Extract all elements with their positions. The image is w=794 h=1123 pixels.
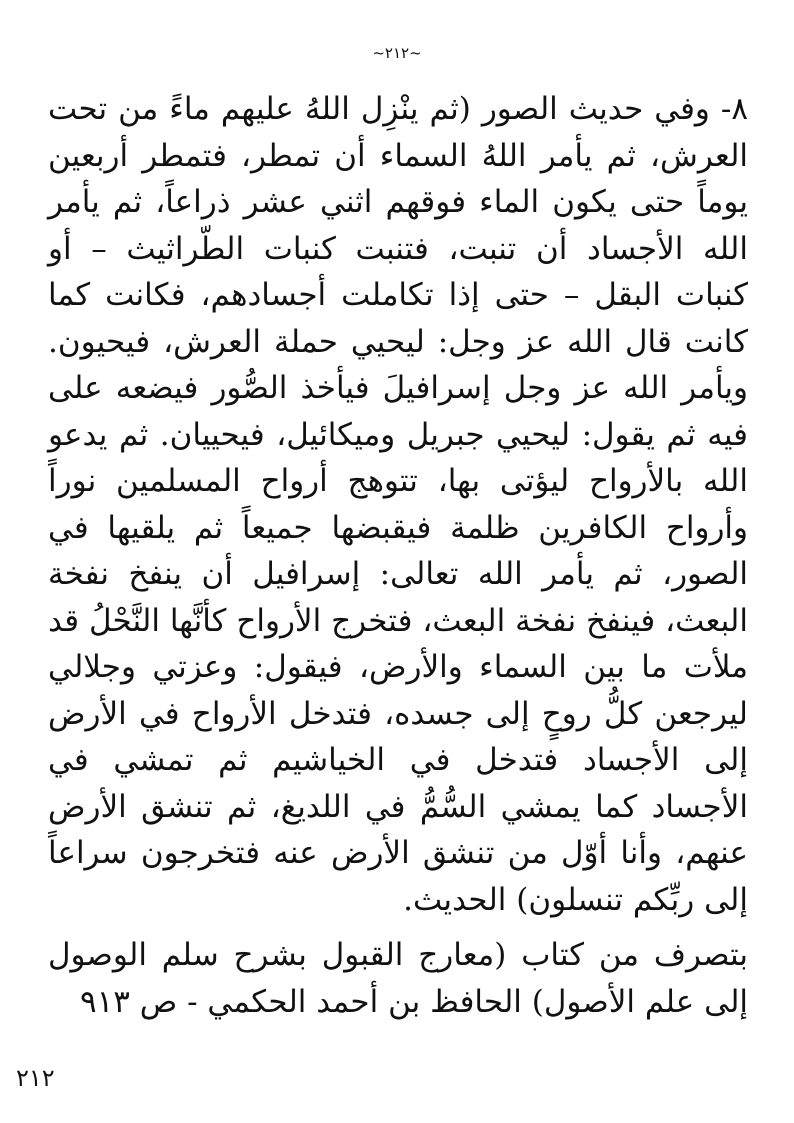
main-text-block (48, 86, 748, 923)
running-page-header: ~٢١٢~ (372, 44, 422, 62)
source-citation: بتصرف من كتاب (معارج القبول بشرح سلم الوصول إلى علم الأصول) الحافظ بن أحمد الحكمي - ص ٩١٣ (48, 937, 748, 1020)
page-number: ٢١٢ (16, 1064, 55, 1092)
hadith-paragraph: ٨- وفي حديث الصور (ثم ينْزِل اللهُ عليهم ماءً من تحت العرش، ثم يأمر اللهُ السماء أن تمطر، فتمطر أربعين يوماً حتى يكون الماء فوقهم اثني عشر ذراعاً، ثم يأمر الله الأجساد أن تنبت، فتنبت كنبات الطّراثيث – أو كنبات البقل – حتى إذا تكاملت أجسادهم، فكانت كما كانت قال الله عز وجل: ليحيي حملة العرش، فيحيون. ويأمر الله عز وجل إسرافيلَ فيأخذ الصُّور فيضعه على فيه ثم يقول: ليحيي جبريل وميكائيل، فيحييان. ثم يدعو الله بالأرواح ليؤتى بها، تتوهج أرواح المسلمين نوراً وأرواح الكافرين ظلمة فيقبضها جميعاً ثم يلقيها في الصور، ثم يأمر الله تعالى: إسرافيل أن ينفخ نفخة البعث، فينفخ نفخة البعث، فتخرج الأرواح كأنَّها النَّحْلُ قد ملأت ما بين السماء والأرض، فيقول: وعزتي وجلالي ليرجعن كلُّ روحٍ إلى جسده، فتدخل الأرواح في الأرض إلى الأجساد فتدخل في الخياشيم ثم تمشي في الأجساد كما يمشي السُّمُّ في اللديغ، ثم تنشق الأرض عنهم، وأنا أوّل من تنشق الأرض عنه فتخرجون سراعاً إلى ربِّكم تنسلون) الحديث. (48, 91, 748, 918)
